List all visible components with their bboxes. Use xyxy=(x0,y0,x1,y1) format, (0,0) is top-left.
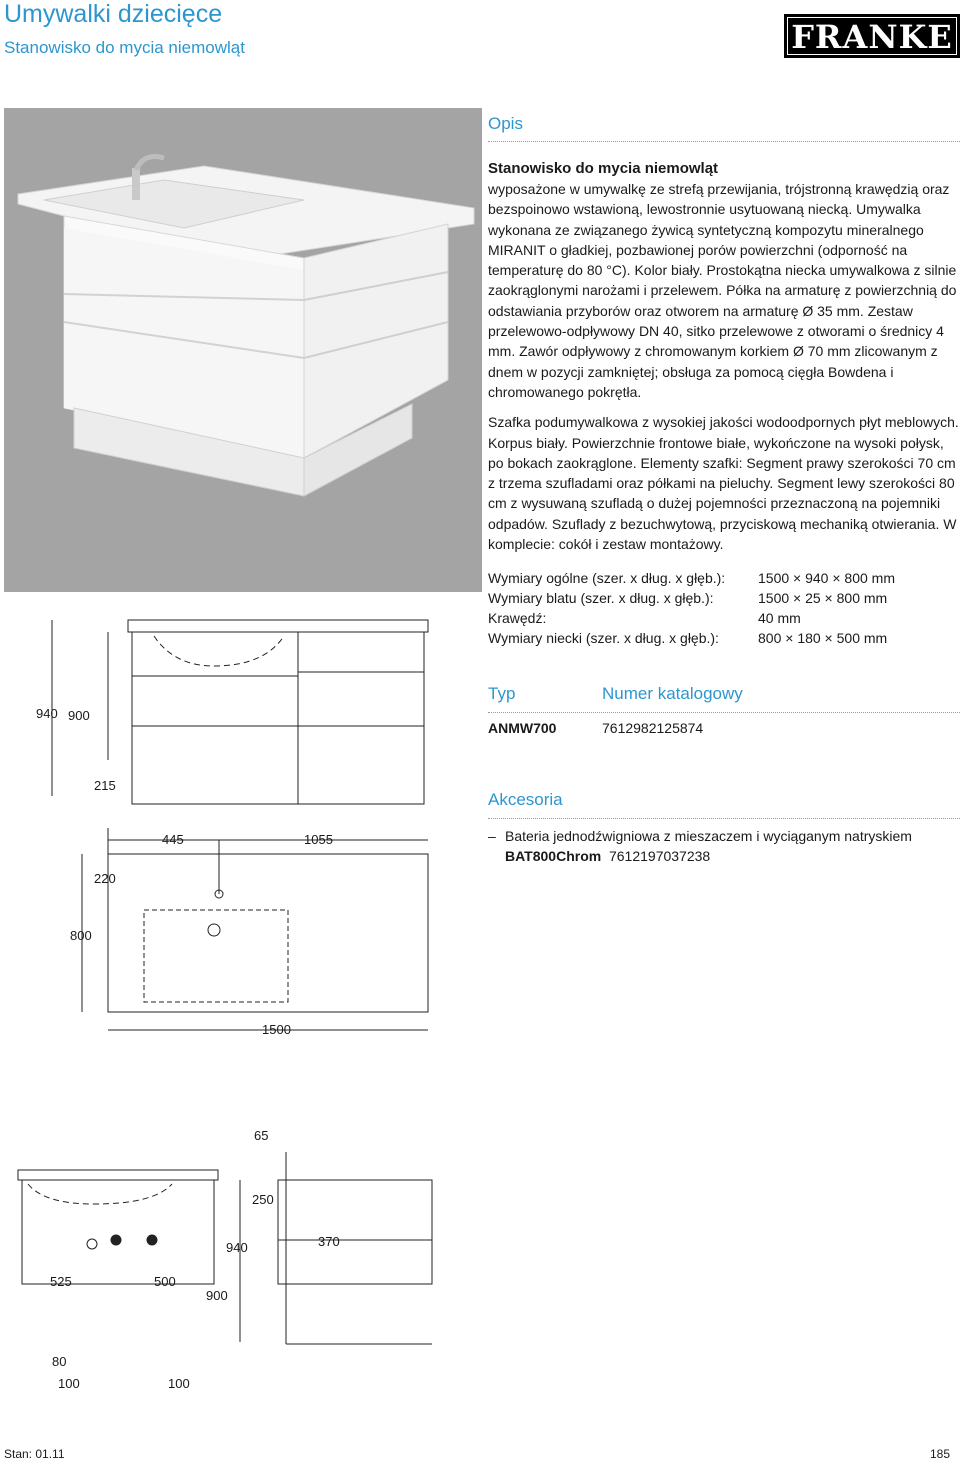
page-number: 185 xyxy=(930,1447,951,1461)
footer-status: Stan: 01.11 xyxy=(4,1447,65,1461)
product-photo xyxy=(4,108,482,592)
dim-800: 800 xyxy=(70,928,92,943)
dim-100a: 100 xyxy=(58,1376,80,1391)
type-code: ANMW700 xyxy=(488,720,557,736)
product-title: Stanowisko do mycia niemowląt xyxy=(488,160,719,177)
dim-370: 370 xyxy=(318,1234,340,1249)
accessories-list xyxy=(488,826,912,866)
page-title: Umywalki dziecięce xyxy=(4,0,223,28)
accessory-catalog: 7612197037238 xyxy=(608,848,711,864)
dim-1500: 1500 xyxy=(262,1022,291,1037)
dim-445: 445 xyxy=(162,832,184,847)
description-paragraph-2: Szafka podumywalkowa z wysokiej jakości wodoodpornych płyt meblowych. Korpus biały. Powierzchnie frontowe białe, wykończone na wysoki połysk, po bokach zaokrąglone. Elementy szafki: Segment prawy szerokości 70 cm z trzema szufladami oraz półkami na pieluchy. Segment lewy szerokości 80 cm z wysuwaną szufladą o dużej pojemności przeznaczoną na pojemniki odpadów. Szuflady z bezuchwytową, przyciskową mechaniką otwierania. W komplecie: cokół i zestaw montażowy. xyxy=(488,414,959,553)
dim-side-900: 900 xyxy=(206,1288,228,1303)
dim-65: 65 xyxy=(254,1128,269,1143)
page-subtitle: Stanowisko do mycia niemowląt xyxy=(4,38,245,57)
dim-900: 900 xyxy=(68,708,90,723)
list-item-detail xyxy=(488,846,912,866)
dim-80: 80 xyxy=(52,1354,67,1369)
dimension-row: Wymiary niecki (szer. x dług. x głęb.): 800 × 180 × 500 mm xyxy=(488,630,888,647)
description-heading: Opis xyxy=(488,114,960,142)
description-paragraph-1: wyposażone w umywalkę ze strefą przewijania, trójstronną krawędzią oraz bezspoinowo wstawioną, lewostronnie usytuowaną niecką. Umywalka wykonana ze związanego żywicą syntetyczną kompozytu mineralnego MIRANIT o gładkiej, pozbawionej porów powierzchni (odporność na temperaturę do 80 °C). Kolor biały. Prostokątna niecka umywalkowa z silnie zaokrąglonymi narożami i przelewem. Półka na armaturę z powierzchnią do odstawiania przyborów oraz otworem na armaturę Ø 35 mm. Zestaw przelewowo-odpływowy DN 40, sitko przelewowe z otworami o średnicy 4 mm. Zawór odpływowy z chromowanym korkiem Ø 70 mm zlicowanym z dnem w pozycji zamkniętej; obsługa za pomocą cięgła Bowdena i chromowanego pokrętła. xyxy=(488,181,957,400)
franke-logo xyxy=(784,14,960,58)
type-column-header: Typ xyxy=(488,684,516,703)
dim-215: 215 xyxy=(94,778,116,793)
dimension-row: Wymiary ogólne (szer. x dług. x głęb.): 1500 × 940 × 800 mm xyxy=(488,570,895,587)
dim-side-940: 940 xyxy=(226,1240,248,1255)
logo-text: FRANKE xyxy=(791,18,953,56)
type-table-header xyxy=(488,684,960,713)
dim-220: 220 xyxy=(94,871,116,886)
list-item: – Bateria jednodźwigniowa z mieszaczem i wyciąganym natryskiem xyxy=(488,828,912,844)
dimensions-list xyxy=(488,568,960,648)
dim-940: 940 xyxy=(36,706,58,721)
dim-1055: 1055 xyxy=(304,832,333,847)
dimension-row: Krawędź: 40 mm xyxy=(488,610,801,627)
catalog-column-header: Numer katalogowy xyxy=(602,684,743,703)
dim-500: 500 xyxy=(154,1274,176,1289)
catalog-number: 7612982125874 xyxy=(602,720,704,736)
accessories-heading: Akcesoria xyxy=(488,790,960,819)
dimension-row: Wymiary blatu (szer. x dług. x głęb.): 1500 × 25 × 800 mm xyxy=(488,590,888,607)
dim-250: 250 xyxy=(252,1192,274,1207)
table-row xyxy=(488,720,703,736)
description-section xyxy=(488,108,960,648)
dim-100b: 100 xyxy=(168,1376,190,1391)
accessory-name: Bateria jednodźwigniowa z mieszaczem i wyciąganym natryskiem xyxy=(505,828,912,844)
dim-525: 525 xyxy=(50,1274,72,1289)
accessory-code: BAT800Chrom xyxy=(505,848,602,864)
technical-drawings xyxy=(4,600,482,1420)
